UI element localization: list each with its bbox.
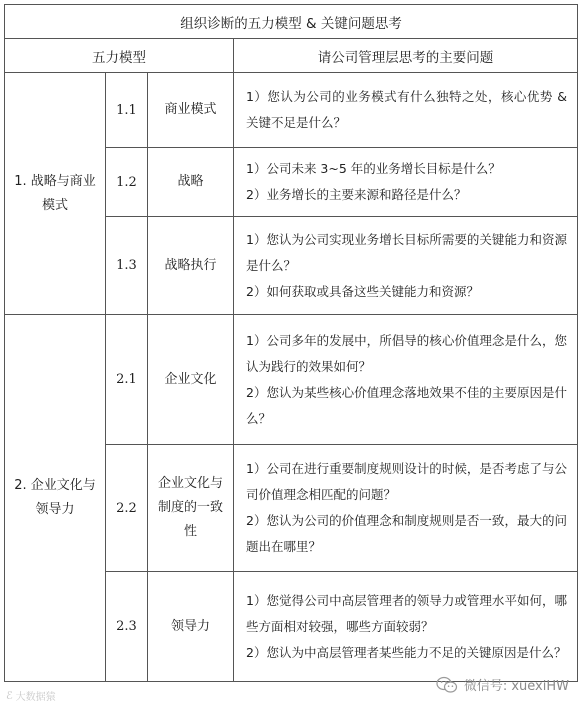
item-questions bbox=[234, 315, 578, 445]
header-questions: 请公司管理层思考的主要问题 bbox=[234, 39, 578, 73]
diagnosis-table bbox=[4, 4, 578, 682]
item-subject: 领导力 bbox=[148, 572, 234, 682]
question-text: 1）公司未来 3~5 年的业务增长目标是什么？ bbox=[246, 161, 501, 176]
item-questions bbox=[234, 572, 578, 682]
weibo-icon: ℰ bbox=[6, 689, 13, 702]
item-questions bbox=[234, 73, 578, 148]
watermark-right-text: 微信号: xuexiHW bbox=[463, 679, 569, 694]
category-culture-leadership: 2. 企业文化与领导力 bbox=[5, 315, 106, 682]
header-model: 五力模型 bbox=[5, 39, 234, 73]
question-text: 2）您认为公司的价值理念和制度规则是否一致，最大的问题出在哪里？ bbox=[246, 513, 568, 554]
item-questions bbox=[234, 217, 578, 315]
watermark-left-text: 大数据猿 bbox=[15, 692, 56, 703]
watermark-left bbox=[6, 688, 56, 703]
item-questions bbox=[234, 148, 578, 217]
wechat-icon bbox=[436, 676, 458, 694]
question-text: 1）公司多年的发展中，所倡导的核心价值理念是什么，您认为践行的效果如何？ bbox=[246, 332, 568, 374]
item-subject: 商业模式 bbox=[148, 73, 234, 148]
question-text: 2）如何获取或具备这些关键能力和资源？ bbox=[246, 283, 479, 299]
item-subject: 企业文化与制度的一致性 bbox=[148, 445, 234, 572]
question-text: 2）您认为某些核心价值理念落地效果不佳的主要原因是什么？ bbox=[246, 384, 568, 426]
question-text: 1）公司在进行重要制度规则设计的时候，是否考虑了与公司价值理念相匹配的问题？ bbox=[246, 461, 568, 502]
question-text: 1）您觉得公司中高层管理者的领导力或管理水平如何，哪些方面相对较强，哪些方面较弱？ bbox=[246, 592, 568, 634]
table-title: 组织诊断的五力模型 & 关键问题思考 bbox=[5, 5, 578, 39]
item-subject: 战略执行 bbox=[148, 217, 234, 315]
item-subject: 企业文化 bbox=[148, 315, 234, 445]
item-number: 2.1 bbox=[106, 315, 148, 445]
item-number: 2.3 bbox=[106, 572, 148, 682]
item-number: 1.1 bbox=[106, 73, 148, 148]
item-subject: 战略 bbox=[148, 148, 234, 217]
question-text: 1）您认为公司的业务模式有什么独特之处，核心优势 & 关键不足是什么？ bbox=[246, 89, 568, 130]
item-number: 1.2 bbox=[106, 148, 148, 217]
item-number: 1.3 bbox=[106, 217, 148, 315]
question-text: 2）您认为中高层管理者某些能力不足的关键原因是什么？ bbox=[246, 644, 567, 660]
item-questions bbox=[234, 445, 578, 572]
watermark-right bbox=[436, 675, 569, 694]
question-text: 1）您认为公司实现业务增长目标所需要的关键能力和资源是什么？ bbox=[246, 231, 568, 273]
question-text: 2）业务增长的主要来源和路径是什么？ bbox=[246, 187, 467, 202]
category-strategy: 1. 战略与商业模式 bbox=[5, 73, 106, 315]
item-number: 2.2 bbox=[106, 445, 148, 572]
